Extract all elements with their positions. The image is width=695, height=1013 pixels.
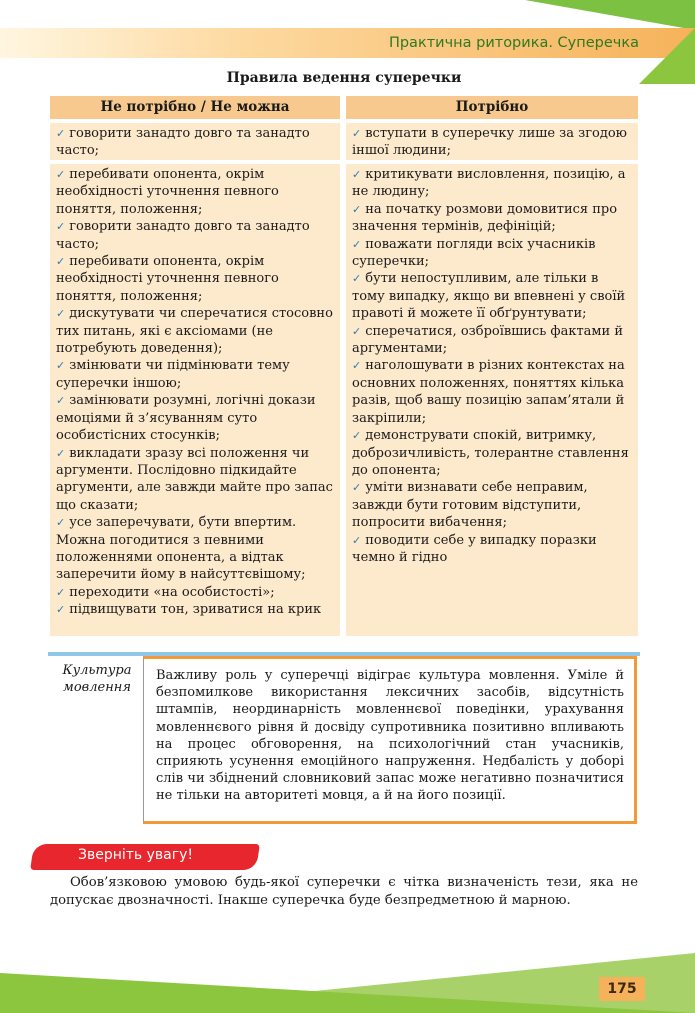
top-corner-decoration <box>525 0 695 30</box>
rule-item <box>56 601 334 618</box>
checkmark-icon: ✓ <box>56 603 66 617</box>
rules-table <box>50 96 638 636</box>
rule-item-text: змінювати чи підмінювати тему суперечки іншою; <box>56 358 290 391</box>
rule-item <box>56 445 334 515</box>
checkmark-icon: ✓ <box>352 272 362 286</box>
cell-row2-right <box>346 164 638 636</box>
rule-item-text: критикувати висловлення, позицію, а не людину; <box>352 167 626 200</box>
cell-row1-left <box>50 123 340 160</box>
rule-item <box>352 357 632 427</box>
checkmark-icon: ✓ <box>56 516 66 530</box>
rule-item-text: бути непоступливим, але тільки в тому випадку, якщо ви впевнені у своїй правоті й можете її обґрунтувати; <box>352 271 626 322</box>
checkmark-icon: ✓ <box>56 585 66 599</box>
checkmark-icon: ✓ <box>352 324 362 338</box>
rule-item-text: уміти визнавати себе неправим, завжди бути готовим відступити, попросити вибачення; <box>352 480 588 531</box>
culture-label: Культура мовлення <box>62 663 132 695</box>
rule-item <box>352 532 632 567</box>
rule-item-text: наголошувати в різних контекстах на основних положеннях, поняттях кілька разів, щоб вашу позицію запам’ятали й закріпили; <box>352 358 625 426</box>
cell-row1-right <box>346 123 638 160</box>
checkmark-icon: ✓ <box>56 446 66 460</box>
header-green-decoration <box>639 28 695 84</box>
rule-item-text: переходити «на особистості»; <box>69 584 275 600</box>
rule-item <box>56 514 334 584</box>
checkmark-icon: ✓ <box>56 394 66 408</box>
rule-item-text: підвищувати тон, зриватися на крик <box>69 602 322 618</box>
rule-item-text: говорити занадто довго та занадто часто; <box>56 126 310 159</box>
rule-item <box>56 357 334 392</box>
rule-item-text: викладати зразу всі положення чи аргументи. Послідовно підкидайте аргументи, але завжди майте про запас що сказати; <box>56 445 333 513</box>
column-header-needed: Потрібно <box>346 96 638 119</box>
rule-item-text: усе заперечувати, бути впертим. Можна погодитися з певними положеннями опонента, а відтак заперечити йому в найсуттєвішому; <box>56 515 306 583</box>
checkmark-icon: ✓ <box>56 168 66 181</box>
rule-item-text: поважати погляди всіх учасників суперечки; <box>352 236 596 270</box>
checkmark-icon: ✓ <box>352 237 362 251</box>
rule-item <box>56 166 334 218</box>
culture-text: Важливу роль у суперечці відіграє культура мовлення. Уміле й безпомилкове використання лексичних засобів, відсутність штампів, неординарність мовленнєвої поведінки, урахування мовленнєвого рівня й досвіду супротивника позитивно впливають на процес обговорення, на психологічний стан учасників, сприяють усунення емоційного напруження. Недбалість у доборі слів чи збіднений словниковий запас може негативно позначитися не тільки на авторитеті мовця, а й на його позиції. <box>156 668 624 804</box>
rule-item <box>56 253 334 305</box>
rule-item <box>56 584 334 601</box>
checkmark-icon: ✓ <box>56 307 66 321</box>
checkmark-icon: ✓ <box>56 220 66 234</box>
table-title: Правила ведення суперечки <box>226 70 462 86</box>
rule-item-text: на початку розмови домовитися про значення термінів, дефініцій; <box>352 201 618 235</box>
checkmark-icon: ✓ <box>56 127 66 140</box>
checkmark-icon: ✓ <box>352 429 362 443</box>
rule-item <box>352 125 632 160</box>
rule-item <box>352 323 632 358</box>
rule-item-text: сперечатися, озброївшись фактами й аргументами; <box>352 323 623 357</box>
cell-row2-left <box>50 164 340 636</box>
rule-item <box>56 125 334 160</box>
checkmark-icon: ✓ <box>352 533 362 547</box>
rule-item <box>352 236 632 271</box>
rule-item <box>352 270 632 322</box>
running-header-title: Практична риторика. Суперечка <box>388 35 639 51</box>
rule-item-text: поводити себе у випадку поразки чемно й гідно <box>352 532 597 565</box>
checkmark-icon: ✓ <box>352 127 362 140</box>
rule-item <box>352 166 632 201</box>
rule-item <box>56 218 334 253</box>
rule-item <box>56 305 334 357</box>
checkmark-icon: ✓ <box>352 168 362 181</box>
rule-item <box>352 427 632 479</box>
checkmark-icon: ✓ <box>56 359 66 373</box>
rule-item <box>56 392 334 444</box>
checkmark-icon: ✓ <box>56 255 66 269</box>
rule-item-text: демонструвати спокій, витримку, доброзичливість, толерантне ставлення до опонента; <box>352 428 629 478</box>
rule-item-text: замінювати розумні, логічні докази емоціями й з’ясуванням суто особистісних стосунків; <box>56 393 316 444</box>
rule-item-text: перебивати опонента, окрім необхідності уточнення певного поняття, положення; <box>56 254 279 304</box>
checkmark-icon: ✓ <box>352 359 362 373</box>
rule-item <box>352 201 632 236</box>
attention-badge-label: Зверніть увагу! <box>78 847 193 863</box>
attention-text: Обов’язковою умовою будь-якої суперечки є чітка визначеність тези, яка не допускає двозначності. Інакше суперечка буде безпредметною й марною. <box>50 875 638 908</box>
culture-text-box <box>143 656 637 824</box>
rule-item-text: вступати в суперечку лише за згодою іншої людини; <box>352 126 628 159</box>
rule-item <box>352 479 632 531</box>
page-number: 175 <box>599 977 645 1001</box>
rule-item-text: дискутувати чи сперечатися стосовно тих питань, які є аксіомами (не потребують доведення); <box>56 306 333 357</box>
rule-item-text: говорити занадто довго та занадто часто; <box>56 219 310 252</box>
rule-item-text: перебивати опонента, окрім необхідності уточнення певного поняття, положення; <box>56 167 279 217</box>
footer-green-stripe <box>0 973 695 1013</box>
column-header-not-allowed: Не потрібно / Не можна <box>50 96 340 119</box>
checkmark-icon: ✓ <box>352 481 362 495</box>
checkmark-icon: ✓ <box>352 202 362 216</box>
